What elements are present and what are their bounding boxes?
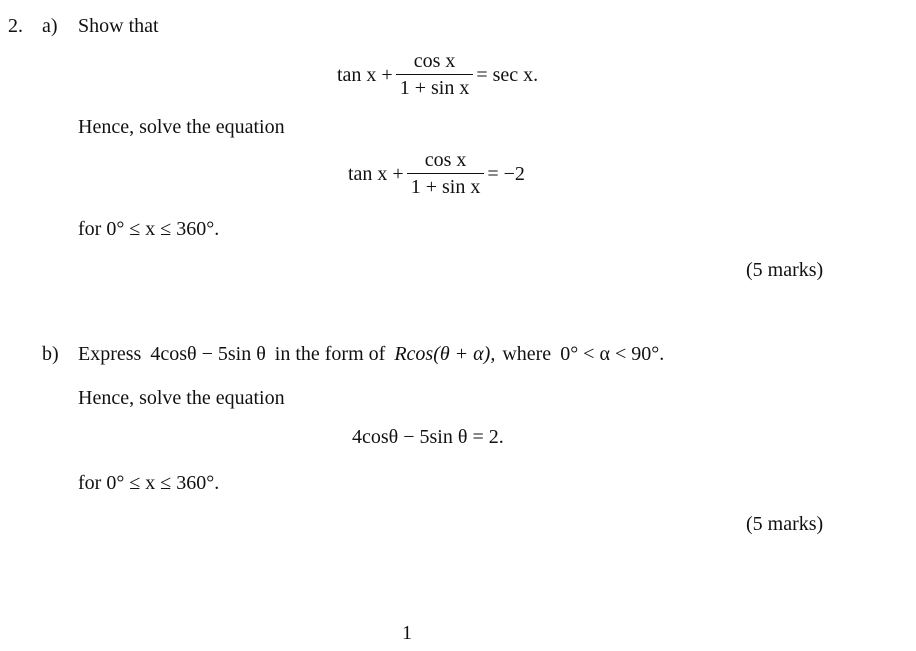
part-a-hence-text: Hence, solve the equation <box>78 116 285 138</box>
equation-fraction <box>407 148 485 199</box>
equation-rhs: = −2 <box>487 162 525 185</box>
identity-equation <box>337 49 538 100</box>
part-b-prompt-where: where <box>502 343 552 365</box>
part-b-condition: 0° < α < 90°. <box>560 343 665 365</box>
part-b-marks: (5 marks) <box>746 513 824 535</box>
part-a-marks: (5 marks) <box>746 259 824 281</box>
equation-fraction-numerator: cos x <box>407 148 485 174</box>
part-b-prompt-start: Express <box>78 343 142 365</box>
part-b-form: Rcos(θ + α), <box>394 343 496 365</box>
identity-fraction-denominator: 1 + sin x <box>399 77 470 99</box>
part-b-equation: 4cosθ − 5sin θ = 2. <box>352 426 504 448</box>
identity-fraction-numerator: cos x <box>396 49 474 75</box>
part-b-domain: for 0° ≤ x ≤ 360°. <box>78 472 220 494</box>
part-a-domain: for 0° ≤ x ≤ 360°. <box>78 218 220 240</box>
part-b-prompt-line <box>78 342 664 366</box>
part-b-expression: 4cosθ − 5sin θ <box>150 343 266 365</box>
part-a-label: a) <box>42 15 58 37</box>
identity-rhs: = sec x. <box>476 63 539 86</box>
page-number: 1 <box>402 622 412 644</box>
part-b-prompt-mid: in the form of <box>274 343 386 365</box>
part-b-label: b) <box>42 343 59 365</box>
question-number: 2. <box>8 15 23 37</box>
part-a-equation <box>348 148 525 199</box>
equation-fraction-denominator: 1 + sin x <box>410 176 481 198</box>
identity-lhs-term: tan x + <box>337 63 393 86</box>
part-b-hence-text: Hence, solve the equation <box>78 387 285 409</box>
identity-fraction <box>396 49 474 100</box>
equation-lhs-term: tan x + <box>348 162 404 185</box>
part-a-prompt: Show that <box>78 15 159 37</box>
